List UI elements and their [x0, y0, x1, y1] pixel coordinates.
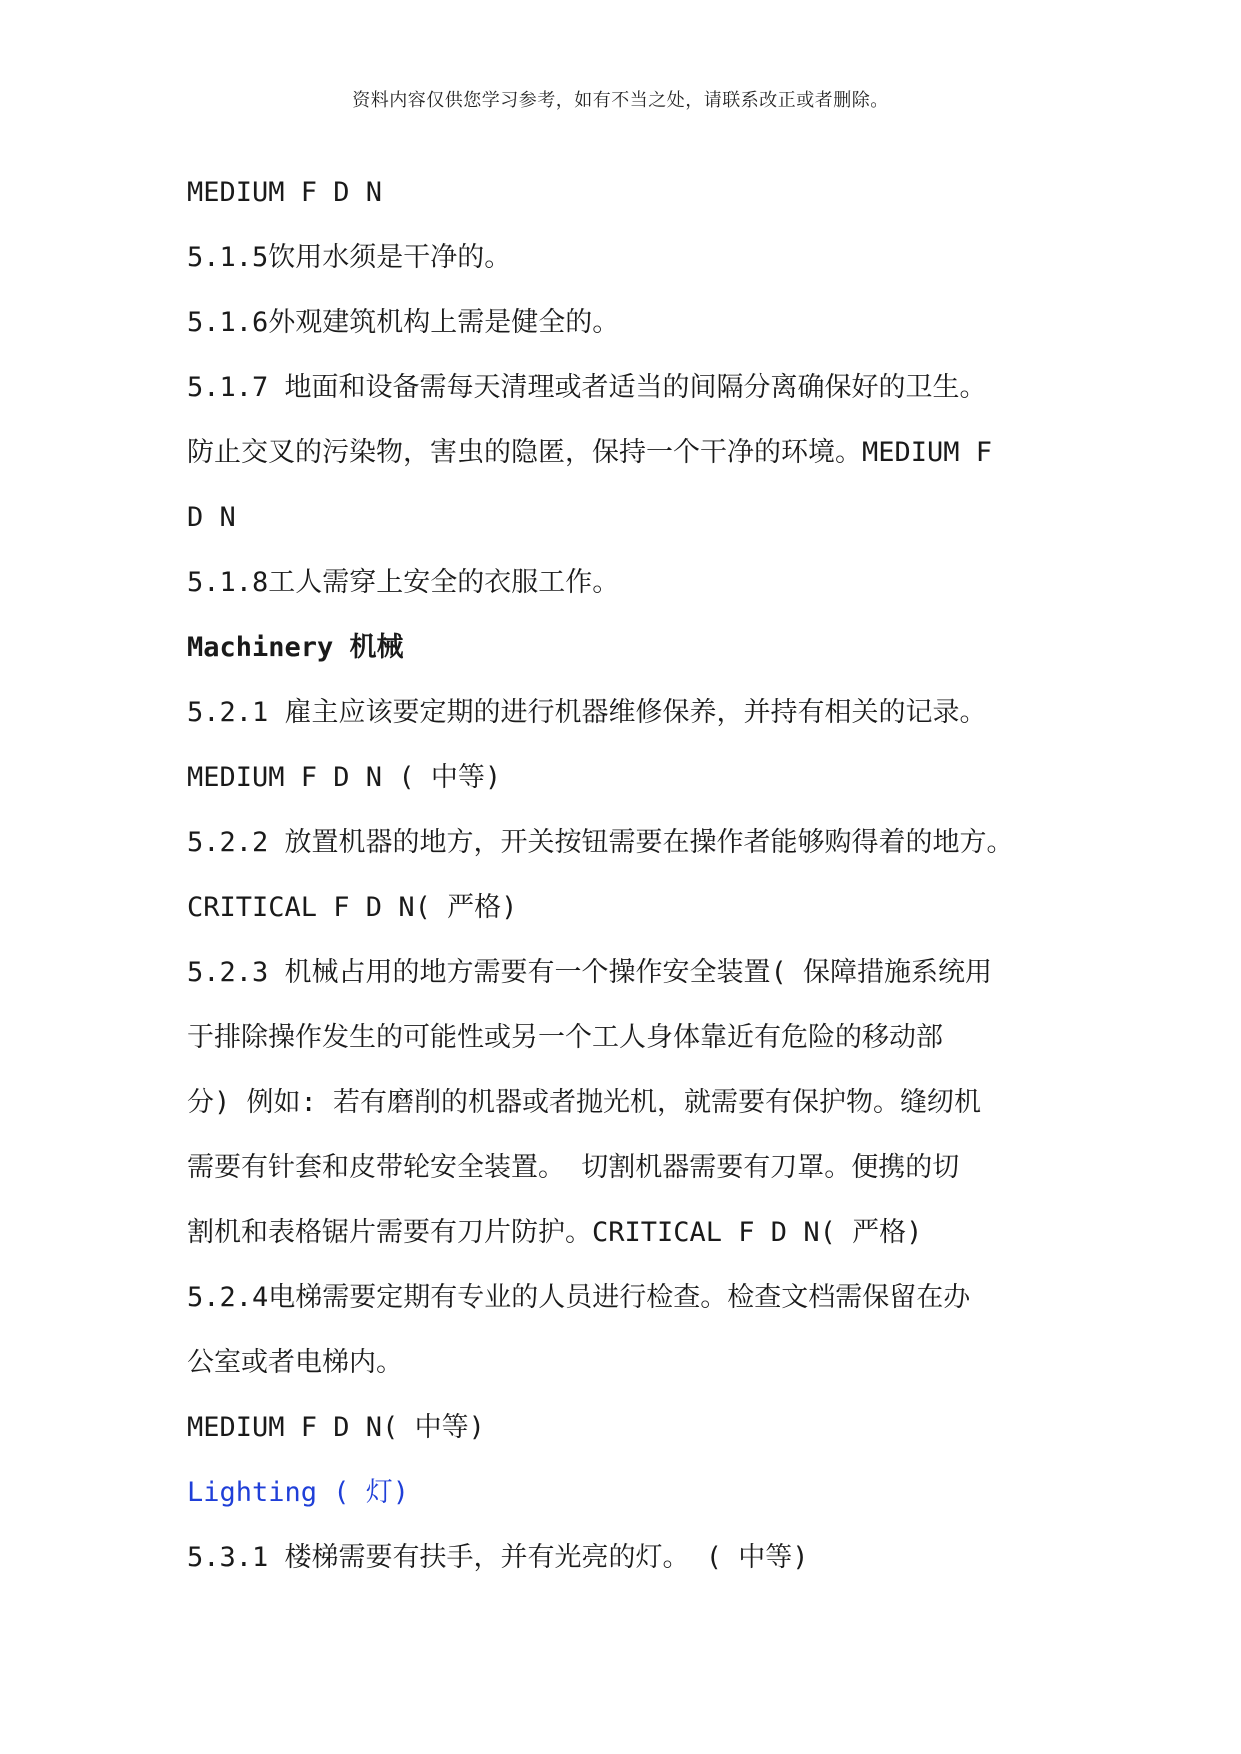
document-body — [187, 160, 1087, 1590]
text-line: MEDIUM F D N( 中等) — [187, 1412, 485, 1443]
text-line: D N — [187, 502, 236, 533]
text-line: 5.2.4电梯需要定期有专业的人员进行检查。检查文档需保留在办 — [187, 1282, 971, 1313]
text-line: 公室或者电梯内。 — [187, 1347, 403, 1378]
page-header-note: 资料内容仅供您学习参考，如有不当之处，请联系改正或者删除。 — [352, 90, 889, 111]
text-line: 5.2.2 放置机器的地方，开关按钮需要在操作者能够购得着的地方。 — [187, 827, 1014, 858]
text-line: 5.1.7 地面和设备需每天清理或者适当的间隔分离确保好的卫生。 — [187, 372, 987, 403]
text-line: 5.3.1 楼梯需要有扶手，并有光亮的灯。 ( 中等) — [187, 1542, 809, 1573]
text-line: MEDIUM F D N ( 中等) — [187, 762, 502, 793]
text-line: 5.2.1 雇主应该要定期的进行机器维修保养，并持有相关的记录。 — [187, 697, 987, 728]
text-line: 防止交叉的污染物，害虫的隐匿，保持一个干净的环境。MEDIUM F — [187, 437, 993, 468]
text-line: 割机和表格锯片需要有刀片防护。CRITICAL F D N( 严格) — [187, 1217, 923, 1248]
section-heading-machinery: Machinery 机械 — [187, 632, 404, 663]
text-line: 5.1.5饮用水须是干净的。 — [187, 242, 512, 273]
text-line: 需要有针套和皮带轮安全装置。 切割机器需要有刀罩。便携的切 — [187, 1152, 960, 1183]
text-line: MEDIUM F D N — [187, 177, 383, 208]
section-heading-lighting-link[interactable]: Lighting ( 灯) — [187, 1477, 410, 1508]
text-line: 5.2.3 机械占用的地方需要有一个操作安全装置( 保障措施系统用 — [187, 957, 993, 988]
text-line: 5.1.8工人需穿上安全的衣服工作。 — [187, 567, 620, 598]
text-line: 5.1.6外观建筑机构上需是健全的。 — [187, 307, 620, 338]
text-line: 于排除操作发生的可能性或另一个工人身体靠近有危险的移动部 — [187, 1022, 943, 1053]
text-line: CRITICAL F D N( 严格) — [187, 892, 518, 923]
text-line: 分) 例如: 若有磨削的机器或者抛光机，就需要有保护物。缝纫机 — [187, 1087, 982, 1118]
